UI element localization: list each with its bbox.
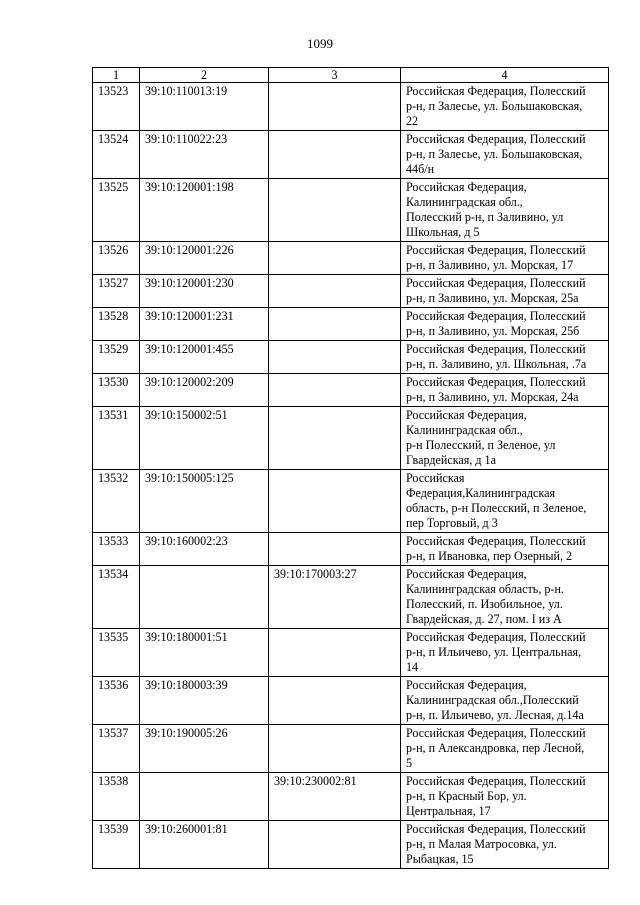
table-row: [93, 242, 609, 275]
address: Российская Федерация, Калининградская обл.,Полесский р-н, п. Ильичево, ул. Лесная, д.14а: [401, 677, 609, 725]
cadastral-number-col3: 39:10:170003:27: [269, 566, 401, 629]
cadastral-number-col2: 39:10:120001:198: [140, 179, 269, 242]
row-number: 13531: [93, 407, 140, 470]
cadastral-number-col3: [269, 275, 401, 308]
cadastral-number-col2: 39:10:160002:23: [140, 533, 269, 566]
cadastral-number-col3: [269, 179, 401, 242]
address: Российская Федерация, Калининградская область, р-н. Полесский, п. Изобильное, ул. Гвардейская, д. 27, пом. I из А: [401, 566, 609, 629]
cadastral-number-col2: 39:10:150002:51: [140, 407, 269, 470]
row-number: 13525: [93, 179, 140, 242]
table-row: [93, 407, 609, 470]
address: Российская Федерация, Полесский р-н, п Красный Бор, ул. Центральная, 17: [401, 773, 609, 821]
cadastral-number-col2: 39:10:120001:455: [140, 341, 269, 374]
address: Российская Федерация, Полесский р-н, п Заливино, ул. Морская, 25б: [401, 308, 609, 341]
address: Российская Федерация, Полесский р-н, п Заливино, ул. Морская, 24а: [401, 374, 609, 407]
address: Российская Федерация, Калининградская обл., р-н Полесский, п Зеленое, ул Гвардейская, д 1а: [401, 407, 609, 470]
column-header: 2: [140, 68, 269, 83]
cadastral-number-col3: [269, 308, 401, 341]
cadastral-number-col2: 39:10:120001:226: [140, 242, 269, 275]
address: Российская Федерация, Полесский р-н, п Залесье, ул. Большаковская, 22: [401, 83, 609, 131]
table-row: [93, 374, 609, 407]
address: Российская Федерация,Калининградская область, р-н Полесский, п Зеленое, пер Торговый, д 3: [401, 470, 609, 533]
cadastral-number-col3: [269, 83, 401, 131]
address: Российская Федерация, Полесский р-н, п Заливино, ул. Морская, 17: [401, 242, 609, 275]
cadastral-number-col3: [269, 374, 401, 407]
cadastral-number-col3: [269, 629, 401, 677]
address: Российская Федерация, Калининградская обл., Полесский р-н, п Заливино, ул Школьная, д 5: [401, 179, 609, 242]
cadastral-number-col3: [269, 470, 401, 533]
cadastral-number-col2: [140, 773, 269, 821]
row-number: 13537: [93, 725, 140, 773]
cadastral-number-col3: [269, 725, 401, 773]
cadastral-number-col2: 39:10:180003:39: [140, 677, 269, 725]
table-row: [93, 566, 609, 629]
cadastral-number-col2: 39:10:110013:19: [140, 83, 269, 131]
table-row: [93, 533, 609, 566]
cadastral-number-col3: 39:10:230002:81: [269, 773, 401, 821]
row-number: 13534: [93, 566, 140, 629]
address: Российская Федерация, Полесский р-н, п Александровка, пер Лесной, 5: [401, 725, 609, 773]
address: Российская Федерация, Полесский р-н, п. Заливино, ул. Школьная, .7а: [401, 341, 609, 374]
cadastral-number-col2: [140, 566, 269, 629]
column-header: 3: [269, 68, 401, 83]
row-number: 13526: [93, 242, 140, 275]
row-number: 13523: [93, 83, 140, 131]
cadastral-number-col2: 39:10:120001:231: [140, 308, 269, 341]
cadastral-number-col2: 39:10:120002:209: [140, 374, 269, 407]
row-number: 13533: [93, 533, 140, 566]
row-number: 13528: [93, 308, 140, 341]
row-number: 13524: [93, 131, 140, 179]
table-row: [93, 629, 609, 677]
address: Российская Федерация, Полесский р-н, п Заливино, ул. Морская, 25а: [401, 275, 609, 308]
address: Российская Федерация, Полесский р-н, п Залесье, ул. Большаковская, 44б/н: [401, 131, 609, 179]
table-row: [93, 131, 609, 179]
table-row: [93, 725, 609, 773]
table-body: [93, 83, 609, 869]
row-number: 13538: [93, 773, 140, 821]
cadastral-number-col2: 39:10:260001:81: [140, 821, 269, 869]
row-number: 13532: [93, 470, 140, 533]
address: Российская Федерация, Полесский р-н, п Ивановка, пер Озерный, 2: [401, 533, 609, 566]
row-number: 13536: [93, 677, 140, 725]
table-row: [93, 773, 609, 821]
column-header: 1: [93, 68, 140, 83]
cadastral-number-col3: [269, 821, 401, 869]
row-number: 13539: [93, 821, 140, 869]
table-row: [93, 275, 609, 308]
cadastral-number-col2: 39:10:180001:51: [140, 629, 269, 677]
cadastral-number-col3: [269, 407, 401, 470]
row-number: 13527: [93, 275, 140, 308]
table-row: [93, 470, 609, 533]
row-number: 13530: [93, 374, 140, 407]
registry-table: [92, 67, 609, 869]
row-number: 13529: [93, 341, 140, 374]
cadastral-number-col3: [269, 242, 401, 275]
cadastral-number-col2: 39:10:150005:125: [140, 470, 269, 533]
header-row: [93, 68, 609, 83]
cadastral-number-col2: 39:10:120001:230: [140, 275, 269, 308]
column-header: 4: [401, 68, 609, 83]
table-row: [93, 83, 609, 131]
table-row: [93, 821, 609, 869]
table-row: [93, 341, 609, 374]
cadastral-number-col3: [269, 341, 401, 374]
cadastral-number-col2: 39:10:110022:23: [140, 131, 269, 179]
table-row: [93, 677, 609, 725]
cadastral-number-col3: [269, 677, 401, 725]
cadastral-number-col3: [269, 131, 401, 179]
address: Российская Федерация, Полесский р-н, п Малая Матросовка, ул. Рыбацкая, 15: [401, 821, 609, 869]
row-number: 13535: [93, 629, 140, 677]
address: Российская Федерация, Полесский р-н, п Ильичево, ул. Центральная, 14: [401, 629, 609, 677]
cadastral-number-col3: [269, 533, 401, 566]
table-row: [93, 179, 609, 242]
page-number: 1099: [307, 36, 333, 51]
cadastral-number-col2: 39:10:190005:26: [140, 725, 269, 773]
table-row: [93, 308, 609, 341]
